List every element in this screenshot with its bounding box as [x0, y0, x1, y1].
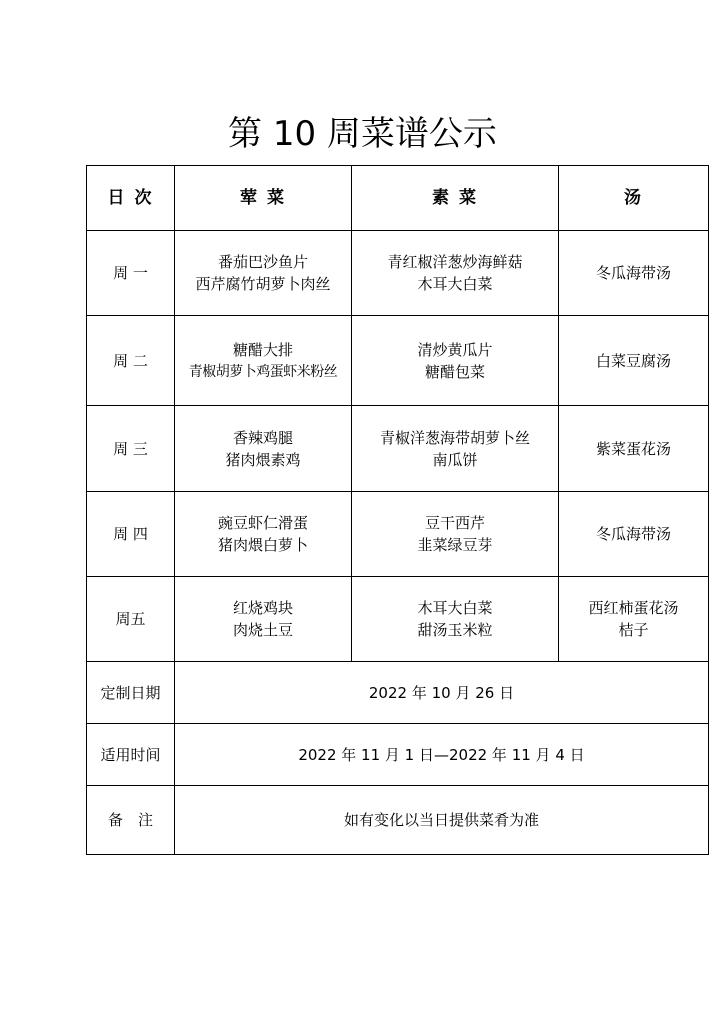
meat-dish: 番茄巴沙鱼片 — [217, 253, 308, 271]
veg-cell — [352, 577, 559, 662]
header-row — [87, 166, 709, 231]
table-row — [87, 406, 709, 492]
meat-cell — [175, 577, 352, 662]
header-meat: 荤 菜 — [175, 166, 352, 231]
veg-dish: 韭菜绿豆芽 — [417, 536, 493, 554]
soup-dish: 冬瓜海带汤 — [595, 264, 671, 282]
footer-value: 2022 年 11 月 1 日—2022 年 11 月 4 日 — [175, 724, 709, 786]
meat-cell — [175, 316, 352, 406]
table-row — [87, 231, 709, 316]
meat-cell — [175, 492, 352, 577]
meat-cell — [175, 406, 352, 492]
meat-dish: 豌豆虾仁滑蛋 — [217, 514, 308, 532]
footer-value: 2022 年 10 月 26 日 — [175, 662, 709, 724]
soup-cell — [559, 316, 709, 406]
meat-dish: 肉烧土豆 — [232, 621, 293, 639]
veg-cell — [352, 231, 559, 316]
soup-cell — [559, 577, 709, 662]
day-cell: 周 四 — [87, 492, 175, 577]
veg-dish: 青红椒洋葱炒海鲜菇 — [387, 253, 523, 271]
meat-dish: 西芹腐竹胡萝卜肉丝 — [195, 275, 331, 293]
day-cell: 周五 — [87, 577, 175, 662]
header-day: 日 次 — [87, 166, 175, 231]
footer-value: 如有变化以当日提供菜肴为准 — [175, 786, 709, 855]
veg-dish: 清炒黄瓜片 — [417, 340, 493, 359]
day-cell: 周 三 — [87, 406, 175, 492]
veg-dish: 木耳大白菜 — [417, 599, 493, 617]
soup-dish: 西红柿蛋花汤 — [588, 599, 679, 617]
veg-dish: 糖醋包菜 — [424, 362, 485, 381]
meat-dish: 糖醋大排 — [232, 340, 293, 359]
table-row — [87, 316, 709, 406]
header-veg: 素 菜 — [352, 166, 559, 231]
veg-cell — [352, 406, 559, 492]
header-soup: 汤 — [559, 166, 709, 231]
veg-dish: 甜汤玉米粒 — [417, 621, 493, 639]
soup-dish: 白菜豆腐汤 — [595, 351, 671, 370]
meat-dish: 猪肉煨素鸡 — [225, 450, 301, 469]
meat-dish: 红烧鸡块 — [232, 599, 293, 617]
soup-cell — [559, 406, 709, 492]
veg-cell — [352, 316, 559, 406]
soup-dish: 桔子 — [618, 621, 649, 639]
day-cell: 周 二 — [87, 316, 175, 406]
veg-cell — [352, 492, 559, 577]
soup-dish: 冬瓜海带汤 — [595, 525, 671, 543]
footer-label: 备 注 — [87, 786, 175, 855]
footer-label: 适用时间 — [87, 724, 175, 786]
veg-dish: 木耳大白菜 — [417, 275, 493, 293]
soup-cell — [559, 492, 709, 577]
footer-row-note — [87, 786, 709, 855]
meat-dish: 猪肉煨白萝卜 — [217, 536, 308, 554]
soup-dish: 紫菜蛋花汤 — [595, 439, 671, 458]
meat-cell — [175, 231, 352, 316]
table-row — [87, 492, 709, 577]
meat-dish: 香辣鸡腿 — [232, 428, 293, 447]
soup-cell — [559, 231, 709, 316]
day-cell: 周 一 — [87, 231, 175, 316]
footer-label: 定制日期 — [87, 662, 175, 724]
veg-dish: 豆干西芹 — [424, 514, 485, 532]
veg-dish: 青椒洋葱海带胡萝卜丝 — [379, 428, 530, 447]
table-row — [87, 577, 709, 662]
page-title: 第 10 周菜谱公示 — [228, 114, 497, 154]
veg-dish: 南瓜饼 — [432, 450, 478, 469]
footer-row-date — [87, 662, 709, 724]
menu-table — [86, 165, 709, 855]
footer-row-period — [87, 724, 709, 786]
meat-dish: 青椒胡萝卜鸡蛋虾米粉丝 — [188, 363, 338, 380]
